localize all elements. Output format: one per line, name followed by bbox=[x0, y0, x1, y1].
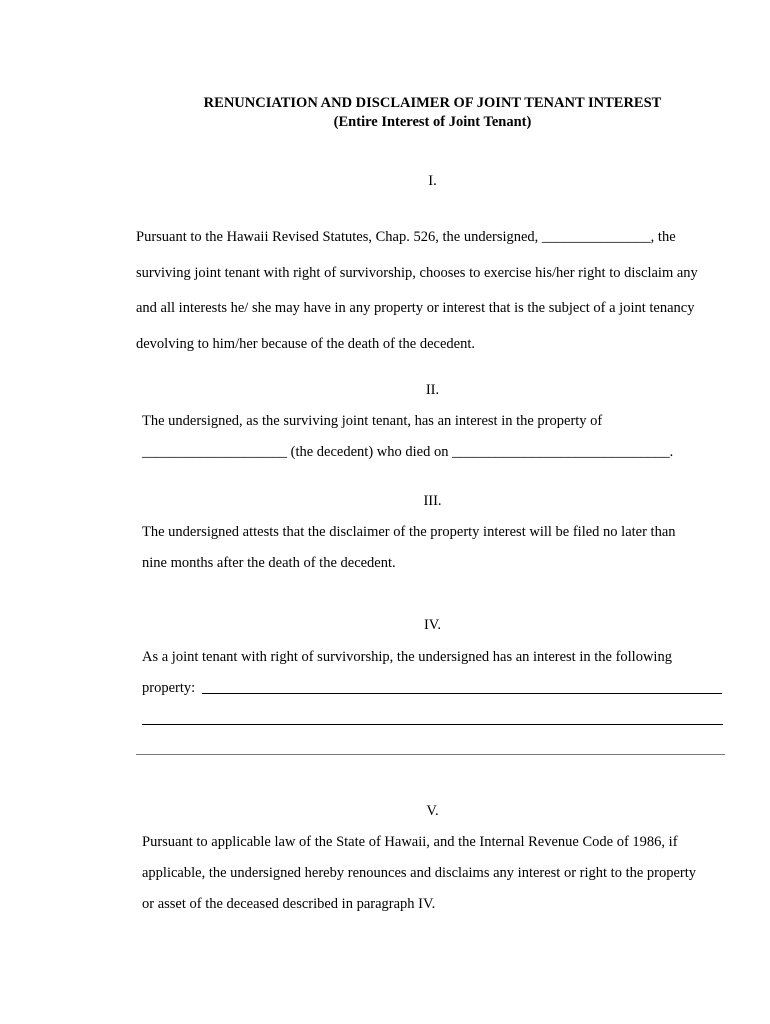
property-blank-line-1 bbox=[202, 693, 722, 694]
section-heading-1: I. bbox=[428, 173, 437, 189]
document-subtitle: (Entire Interest of Joint Tenant) bbox=[333, 114, 532, 130]
section-1-line-4: devolving to him/her because of the death of the decedent. bbox=[136, 336, 476, 352]
section-3-line-2: nine months after the death of the decedent. bbox=[142, 555, 396, 571]
section-5-line-1: Pursuant to applicable law of the State of Hawaii, and the Internal Revenue Code of 1986, if bbox=[142, 834, 678, 850]
property-blank-line-2 bbox=[142, 724, 723, 725]
document-title: RENUNCIATION AND DISCLAIMER OF JOINT TENANT INTEREST bbox=[203, 95, 662, 111]
section-heading-5: V. bbox=[426, 803, 439, 819]
section-5-line-3: or asset of the deceased described in paragraph IV. bbox=[142, 896, 436, 912]
section-5-line-2: applicable, the undersigned hereby renounces and disclaims any interest or right to the property bbox=[142, 865, 697, 881]
section-2-line-2: ____________________ (the decedent) who died on ______________________________. bbox=[142, 444, 674, 460]
section-1-line-2: surviving joint tenant with right of survivorship, chooses to exercise his/her right to disclaim any bbox=[136, 265, 698, 281]
section-heading-4: IV. bbox=[423, 617, 442, 633]
section-1-line-3: and all interests he/ she may have in any property or interest that is the subject of a joint tenancy bbox=[136, 300, 695, 316]
section-heading-2: II. bbox=[425, 382, 440, 398]
section-heading-3: III. bbox=[423, 493, 442, 509]
section-3-line-1: The undersigned attests that the disclaimer of the property interest will be filed no later than bbox=[142, 524, 676, 540]
section-4-line-1: As a joint tenant with right of survivorship, the undersigned has an interest in the following bbox=[142, 649, 672, 665]
section-2-line-1: The undersigned, as the surviving joint tenant, has an interest in the property of bbox=[142, 413, 603, 429]
section-1-line-1: Pursuant to the Hawaii Revised Statutes, Chap. 526, the undersigned, _______________, the bbox=[136, 229, 676, 245]
section-4-line-2: property: bbox=[142, 680, 196, 696]
property-blank-line-3 bbox=[136, 754, 725, 755]
